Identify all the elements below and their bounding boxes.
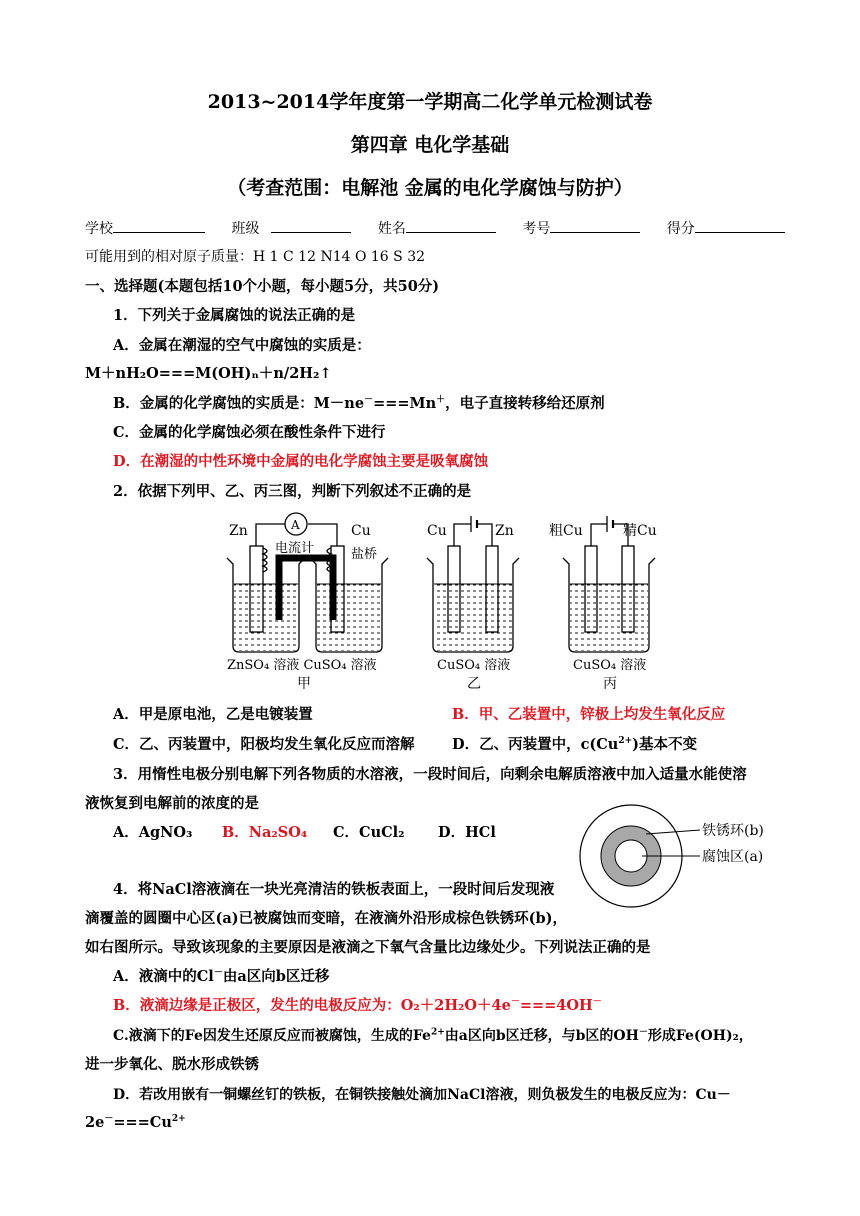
q4-option-a: A．液滴中的Cl－由a区向b区迁移 (113, 968, 330, 985)
q1-option-c: C．金属的化学腐蚀必须在酸性条件下进行 (113, 424, 386, 441)
section-heading: 一、选择题(本题包括10个小题，每小题5分，共50分) (85, 278, 440, 295)
q2-apparatus-figure (215, 510, 685, 695)
svg-text:铁锈环(b): 铁锈环(b) (702, 823, 764, 839)
q3-stem-line1: 3．用惰性电极分别电解下列各物质的水溶液，一段时间后，向剩余电解质溶液中加入适量水能使溶 (113, 766, 747, 783)
school-label: 学校 (85, 221, 113, 237)
q4-option-d-line1: D．若改用嵌有一铜螺丝钉的铁板，在铜铁接触处滴加NaCl溶液，则负极发生的电极反应为：Cu－ (113, 1087, 731, 1103)
svg-text:Zn: Zn (229, 523, 248, 539)
q2-option-b-answer: B．甲、乙装置中，锌极上均发生氧化反应 (452, 706, 726, 723)
svg-text:乙: 乙 (467, 676, 481, 692)
class-field[interactable] (271, 218, 351, 233)
svg-text:电流计: 电流计 (275, 541, 315, 556)
q2-stem: 2．依据下列甲、乙、丙三图，判断下列叙述不正确的是 (113, 483, 472, 500)
svg-text:丙: 丙 (603, 676, 617, 692)
svg-text:精Cu: 精Cu (623, 523, 657, 539)
name-label: 姓名 (377, 221, 406, 237)
school-field[interactable] (113, 218, 205, 233)
scope-title: （考查范围：电解池 金属的电化学腐蚀与防护） (227, 177, 633, 199)
score-label: 得分 (666, 221, 695, 237)
svg-text:粗Cu: 粗Cu (549, 523, 583, 539)
number-label: 考号 (522, 221, 551, 237)
svg-text:Zn: Zn (495, 523, 514, 539)
svg-text:CuSO₄ 溶液: CuSO₄ 溶液 (573, 658, 647, 673)
q3-option-b-answer: B．Na₂SO₄ (222, 824, 308, 841)
svg-text:腐蚀区(a): 腐蚀区(a) (702, 849, 764, 865)
q1-option-b: B．金属的化学腐蚀的实质是：M－ne－===Mn＋，电子直接转移给还原剂 (113, 395, 605, 412)
score-field[interactable] (695, 218, 785, 233)
chapter-title: 第四章 电化学基础 (350, 134, 510, 156)
q4-option-d-line2: $2e^-===Cu^{2+}$ (85, 1114, 186, 1131)
svg-text:盐桥: 盐桥 (351, 547, 378, 562)
q4-option-c-line1: C.液滴下的Fe因发生还原反应而被腐蚀，生成的$Fe^{2+}$由a区向b区迁移，与b区的OH－形成Fe(OH)₂， (113, 1027, 753, 1044)
q1-option-d-answer: D．在潮湿的中性环境中金属的电化学腐蚀主要是吸氧腐蚀 (113, 453, 489, 470)
q3-option-c: C．CuCl₂ (333, 824, 405, 841)
q3-stem-line2: 液恢复到电解前的浓度的是 (85, 795, 259, 812)
name-field[interactable] (406, 218, 496, 233)
svg-text:Cu: Cu (351, 523, 371, 539)
atomic-masses: 可能用到的相对原子质量：H 1 C 12 N14 O 16 S 32 (85, 249, 426, 265)
number-field[interactable] (550, 218, 640, 233)
svg-text:A: A (291, 518, 300, 532)
q1-stem: 1．下列关于金属腐蚀的说法正确的是 (113, 307, 356, 324)
q2-option-c: C．乙、丙装置中，阳极均发生氧化反应而溶解 (113, 736, 415, 753)
q1-option-a-equation: M＋nH₂O===M(OH)ₙ＋n/2H₂↑ (85, 365, 332, 382)
student-info-row (85, 218, 785, 239)
q4-stem-line1: 4．将NaCl溶液滴在一块光亮清洁的铁板表面上，一段时间后发现液 (113, 881, 555, 898)
exam-title: 2013~2014学年度第一学期高二化学单元检测试卷 (207, 91, 653, 113)
svg-text:Cu: Cu (427, 523, 447, 539)
svg-text:ZnSO₄ 溶液 CuSO₄ 溶液: ZnSO₄ 溶液 CuSO₄ 溶液 (227, 658, 377, 673)
q4-option-b-answer: B．液滴边缘是正极区，发生的电极反应为：O₂＋2H₂O＋4e－===4OH－ (113, 997, 602, 1014)
class-label: 班级 (231, 221, 260, 237)
q2-option-a: A．甲是原电池，乙是电镀装置 (113, 706, 313, 723)
q2-option-d: D．乙、丙装置中，$c(Cu^{2+})$基本不变 (452, 736, 698, 753)
q3-option-a: A．AgNO₃ (113, 824, 193, 841)
q3-option-d: D．HCl (438, 824, 496, 841)
q4-option-c-line2: 进一步氧化、脱水形成铁锈 (85, 1056, 259, 1073)
q1-option-a: A．金属在潮湿的空气中腐蚀的实质是： (113, 337, 371, 354)
svg-text:CuSO₄ 溶液: CuSO₄ 溶液 (437, 658, 511, 673)
q4-stem-line2: 滴覆盖的圆圈中心区(a)已被腐蚀而变暗，在液滴外沿形成棕色铁锈环(b)， (85, 910, 567, 927)
q4-stem-line3: 如右图所示。导致该现象的主要原因是液滴之下氧气含量比边缘处少。下列说法正确的是 (85, 939, 651, 956)
svg-text:甲: 甲 (297, 676, 311, 692)
